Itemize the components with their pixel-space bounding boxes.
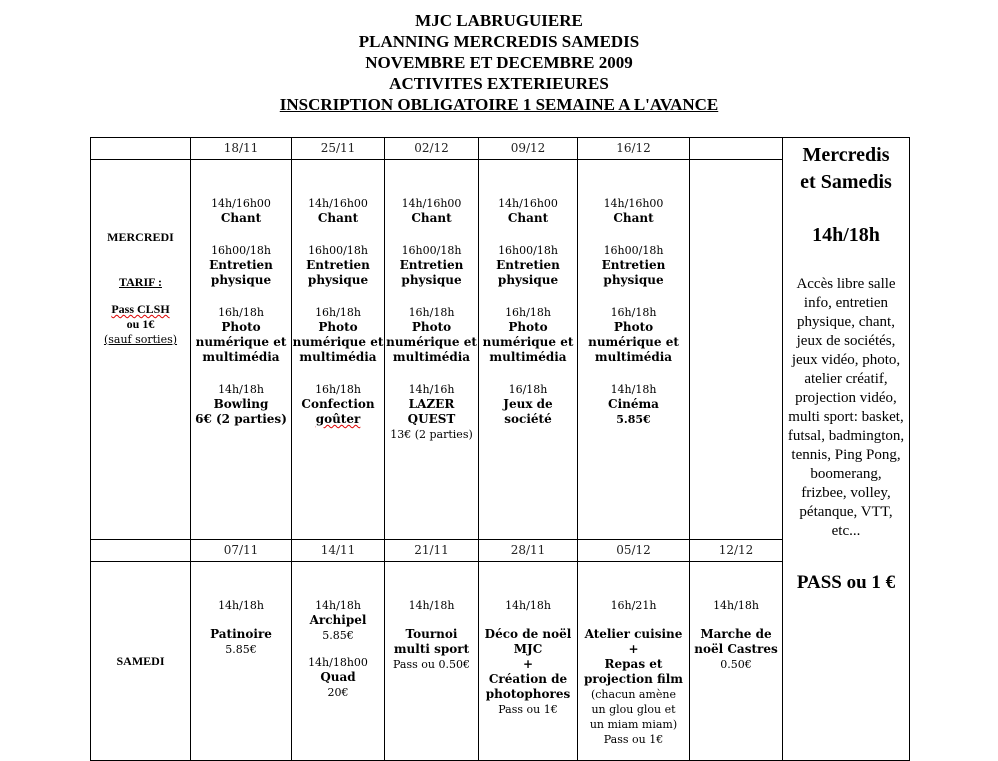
samedi-corner-cell — [91, 540, 191, 562]
samedi-title: SAMEDI — [116, 653, 165, 668]
side-panel — [783, 138, 910, 761]
planning-table — [90, 137, 910, 761]
samedi-label-cell — [91, 562, 191, 761]
mercredi-date: 18/11 — [191, 138, 292, 160]
samedi-day-cell: 14h/18h Déco de noël MJC + Création de photophores Pass ou 1€ — [479, 562, 578, 761]
samedi-day-cell: 16h/21h Atelier cuisine + Repas et projection film (chacun amène un glou glou et un miam miam) Pass ou 1€ — [578, 562, 690, 761]
mercredi-label-cell — [91, 160, 191, 540]
samedi-day-cell: 14h/18h Patinoire 5.85€ — [191, 562, 292, 761]
document-header — [0, 10, 998, 115]
header-line-3: NOVEMBRE ET DECEMBRE 2009 — [365, 53, 633, 72]
samedi-day-cell: 14h/18h Tournoi multi sport Pass ou 0.50€ — [385, 562, 479, 761]
samedi-date: 28/11 — [479, 540, 578, 562]
pass-price: ou 1€ — [126, 317, 155, 331]
mercredi-date: 25/11 — [292, 138, 385, 160]
samedi-date: 21/11 — [385, 540, 479, 562]
side-description: Accès libre salle info, entretien physique, chant, jeux de sociétés, jeux vidéo, photo, atelier créatif, projection vidéo, multi sport: basket, futsal, badmington, tennis, Ping Pong, boomerang, frizbee, volley, pétanque, VTT, etc... — [787, 276, 905, 539]
corner-cell — [91, 138, 191, 160]
tarif-label: TARIF : — [119, 275, 162, 289]
samedi-day-cell: 14h/18h Archipel 5.85€ 14h/18h00 Quad 20€ — [292, 562, 385, 761]
side-title-1: Mercredis — [802, 144, 890, 166]
mercredi-date: 16/12 — [578, 138, 690, 160]
pass-note: (sauf sorties) — [103, 333, 178, 346]
mercredi-day-cell: 14h/16h00 Chant 16h00/18h Entretien physique 16h/18h Photo numérique et multimédia 16/18h Jeux de société — [479, 160, 578, 540]
samedi-date: 12/12 — [690, 540, 783, 562]
side-pass: PASS ou 1 € — [796, 572, 896, 593]
mercredi-empty-cell — [690, 160, 783, 540]
mercredi-title: MERCREDI — [107, 230, 174, 244]
header-line-5: INSCRIPTION OBLIGATOIRE 1 SEMAINE A L'AVANCE — [279, 95, 719, 114]
header-line-2: PLANNING MERCREDIS SAMEDIS — [358, 32, 640, 51]
side-title-2: et Samedis — [800, 171, 892, 193]
mercredi-day-cell: 14h/16h00 Chant 16h00/18h Entretien physique 16h/18h Photo numérique et multimédia 14h/18h Cinéma 5.85€ — [578, 160, 690, 540]
samedi-day-cell: 14h/18h Marche de noël Castres 0.50€ — [690, 562, 783, 761]
samedi-date: 14/11 — [292, 540, 385, 562]
mercredi-day-cell: 14h/16h00 Chant 16h00/18h Entretien physique 16h/18h Photo numérique et multimédia 14h/16h LAZER QUEST 13€ (2 parties) — [385, 160, 479, 540]
header-line-4: ACTIVITES EXTERIEURES — [389, 74, 609, 93]
mercredi-date: 09/12 — [479, 138, 578, 160]
side-hours: 14h/18h — [812, 224, 880, 246]
mercredi-date: 02/12 — [385, 138, 479, 160]
mercredi-date — [690, 138, 783, 160]
header-line-1: MJC LABRUGUIERE — [415, 11, 583, 30]
mercredi-day-cell: 14h/16h00 Chant 16h00/18h Entretien physique 16h/18h Photo numérique et multimédia 16h/18h Confection goûter — [292, 160, 385, 540]
samedi-date: 05/12 — [578, 540, 690, 562]
samedi-date: 07/11 — [191, 540, 292, 562]
pass-clsh: Pass CLSH — [111, 302, 170, 316]
mercredi-day-cell: 14h/16h00 Chant 16h00/18h Entretien physique 16h/18h Photo numérique et multimédia 14h/18h Bowling 6€ (2 parties) — [191, 160, 292, 540]
